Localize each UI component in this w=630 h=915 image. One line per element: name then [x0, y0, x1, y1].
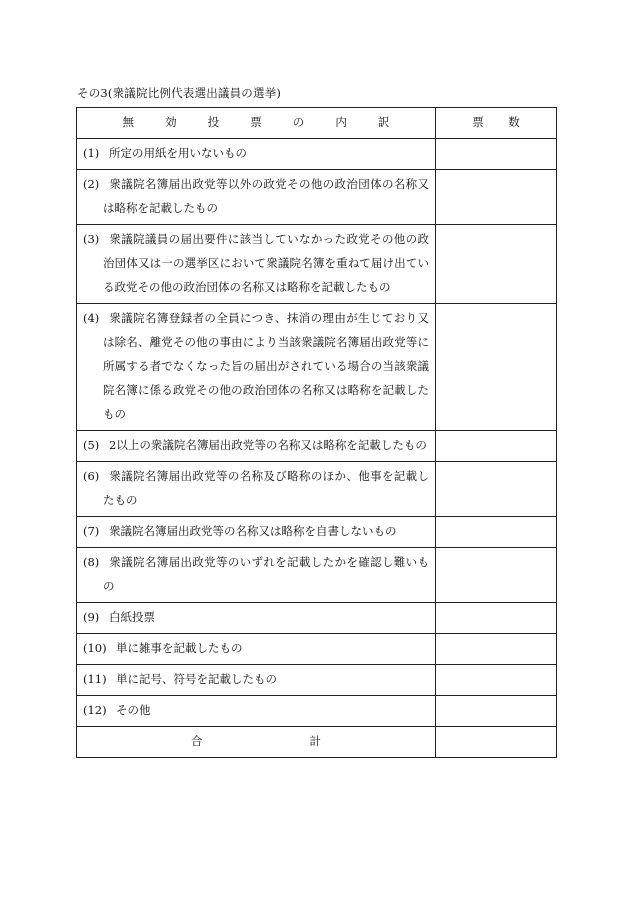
- table-header-row: [77, 108, 557, 139]
- row-number: (7): [83, 524, 100, 538]
- form-title: その3(衆議院比例代表選出議員の選挙): [77, 86, 282, 100]
- vote-count-cell[interactable]: [436, 139, 557, 170]
- header-char: の: [292, 115, 305, 129]
- row-number: (12): [83, 703, 107, 717]
- row-description: [77, 603, 436, 634]
- row-text: その他: [116, 703, 151, 717]
- row-description: [77, 225, 436, 304]
- row-number: (1): [83, 146, 100, 160]
- row-number: (4): [83, 311, 100, 325]
- row-description: [77, 304, 436, 431]
- row-text: 衆議院名簿届出政党等以外の政党その他の政治団体の名称又は略称を記載したもの: [103, 177, 429, 215]
- row-description: [77, 696, 436, 727]
- table-row: [77, 548, 557, 603]
- header-char: 無: [122, 115, 135, 129]
- row-text: 衆議院名簿登録者の全員につき、抹消の理由が生じており又は除名、離党その他の事由により当該衆議院名簿届出政党等に所属する者でなくなった旨の届出がされている場合の当該衆議院名簿に係る政党その他の政治団体の名称又は略称を記載したもの: [103, 311, 429, 421]
- row-text: 衆議院名簿届出政党等の名称及び略称のほか、他事を記載したもの: [103, 469, 429, 507]
- row-number: (5): [83, 438, 100, 452]
- total-count-cell[interactable]: [436, 727, 557, 758]
- vote-count-cell[interactable]: [436, 634, 557, 665]
- row-text: 所定の用紙を用いないもの: [109, 146, 247, 160]
- row-text: 単に記号、符号を記載したもの: [116, 672, 277, 686]
- header-char: 票: [250, 115, 262, 129]
- row-description: [77, 431, 436, 462]
- table-row: [77, 634, 557, 665]
- vote-count-cell[interactable]: [436, 665, 557, 696]
- row-number: (10): [83, 641, 107, 655]
- table-row: [77, 665, 557, 696]
- row-description: [77, 139, 436, 170]
- row-number: (9): [83, 610, 100, 624]
- vote-count-cell[interactable]: [436, 603, 557, 634]
- row-number: (8): [83, 555, 100, 569]
- table-row: [77, 517, 557, 548]
- row-text: 単に雑事を記載したもの: [116, 641, 243, 655]
- table-row: [77, 304, 557, 431]
- header-breakdown: [77, 108, 436, 139]
- total-row: [77, 727, 557, 758]
- row-number: (2): [83, 177, 100, 191]
- table-row: [77, 696, 557, 727]
- row-number: (11): [83, 672, 107, 686]
- vote-count-cell[interactable]: [436, 431, 557, 462]
- header-vote-count: [436, 108, 557, 139]
- total-char: 計: [309, 734, 321, 748]
- total-char: 合: [191, 734, 203, 748]
- header-char: 効: [165, 115, 177, 129]
- row-number: (6): [83, 469, 100, 483]
- vote-count-cell[interactable]: [436, 225, 557, 304]
- row-description: [77, 665, 436, 696]
- vote-count-cell[interactable]: [436, 462, 557, 517]
- vote-count-cell[interactable]: [436, 517, 557, 548]
- vote-count-cell[interactable]: [436, 170, 557, 225]
- invalid-votes-table: [76, 107, 557, 758]
- row-text: 衆議院議員の届出要件に該当していなかった政党その他の政治団体又は一の選挙区において衆議院名簿を重ねて届け出ている政党その他の政治団体の名称又は略称を記載したもの: [103, 232, 429, 294]
- row-text: 2以上の衆議院名簿届出政党等の名称又は略称を記載したもの: [109, 438, 427, 452]
- row-description: [77, 462, 436, 517]
- vote-count-cell[interactable]: [436, 304, 557, 431]
- row-text: 白紙投票: [109, 610, 155, 624]
- header-char: 訳: [377, 115, 390, 129]
- header-char: 投: [207, 115, 220, 129]
- table-row: [77, 139, 557, 170]
- header-char: 数: [508, 115, 520, 129]
- table-row: [77, 225, 557, 304]
- header-char: 票: [472, 115, 484, 129]
- table-row: [77, 431, 557, 462]
- table-row: [77, 170, 557, 225]
- header-char: 内: [335, 115, 347, 129]
- table-row: [77, 462, 557, 517]
- total-label: [77, 727, 436, 758]
- row-description: [77, 548, 436, 603]
- vote-count-cell[interactable]: [436, 696, 557, 727]
- row-number: (3): [83, 232, 100, 246]
- row-description: [77, 634, 436, 665]
- vote-count-cell[interactable]: [436, 548, 557, 603]
- row-text: 衆議院名簿届出政党等の名称又は略称を自書しないもの: [109, 524, 397, 538]
- row-text: 衆議院名簿届出政党等のいずれを記載したかを確認し難いもの: [103, 555, 429, 593]
- row-description: [77, 517, 436, 548]
- table-row: [77, 603, 557, 634]
- row-description: [77, 170, 436, 225]
